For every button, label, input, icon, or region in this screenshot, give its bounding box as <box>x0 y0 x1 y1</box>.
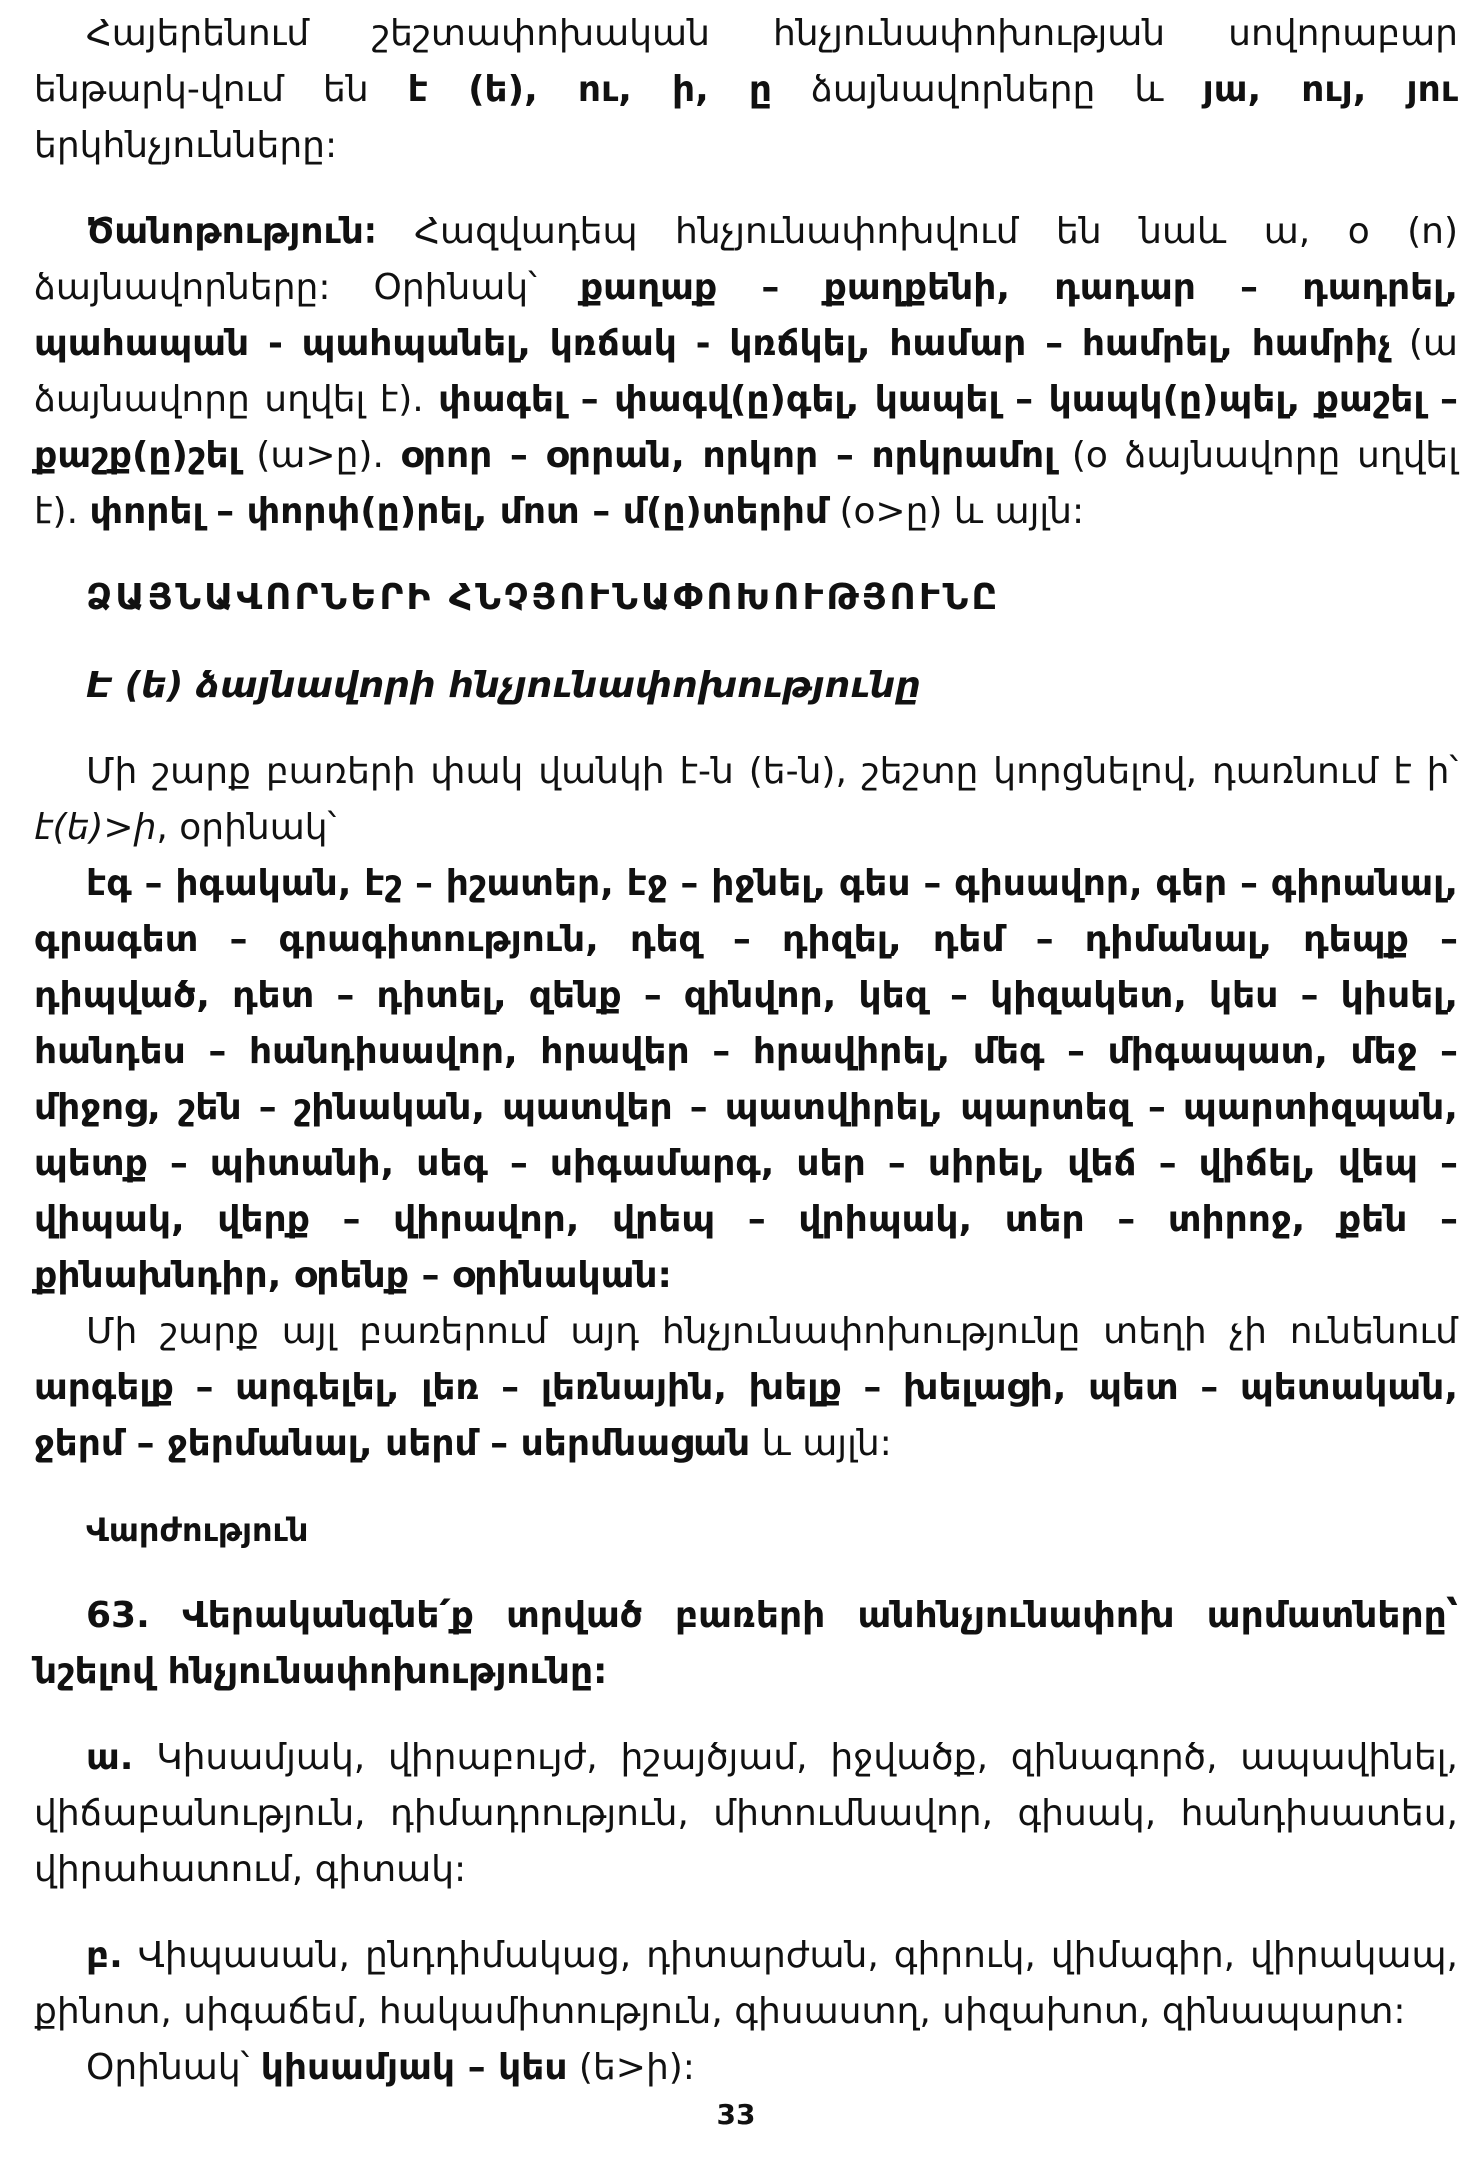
example-line-sample: կիսամյակ – կես <box>260 2047 568 2088</box>
rule-text: Մի շարք բառերի փակ վանկի է-ն (ե-ն), շեշտը կորցնելով, դառնում է ի՝ <box>86 751 1458 792</box>
part-b-label: բ. <box>86 1935 123 1976</box>
subheading-letter: Է (ե) <box>86 665 184 706</box>
exception-text-2: և այլն: <box>750 1423 892 1464</box>
note-paren-3: (օ ձայնավորը սղվել է). <box>34 435 1459 532</box>
note-paragraph <box>34 204 1458 540</box>
note-text-1: Հազվադեպ հնչյունափոխվում են նաև <box>376 211 1264 252</box>
page-content <box>34 6 1458 2096</box>
example-line-text: Օրինակ՝ <box>86 2047 261 2088</box>
intro-text-3: երկհնչյունները: <box>34 125 338 166</box>
note-paren-1: (ա ձայնավորը սղվել է). <box>34 323 1458 420</box>
part-b-text: Վիպասան, ընդդիմակաց, դիտարժան, գիրուկ, վիմագիր, վիրակապ, քինոտ, սիգաճեմ, հակամիտություն, գիսաստղ, սիզախոտ, զինապարտ: <box>34 1935 1458 2032</box>
exercise-text: Վերականգնե՛ք տրված բառերի անհնչյունափոխ արմատները՝ նշելով հնչյունափոխությունը: <box>34 1595 1458 1692</box>
intro-text: Հայերենում շեշտափոխական հնչյունափոխության սովորաբար ենթարկ-վում են <box>34 13 1458 110</box>
example-line-text-2: (ե>ի): <box>567 2047 695 2088</box>
exercise-task <box>34 1588 1458 1700</box>
intro-text-2: ձայնավորները և <box>772 69 1203 110</box>
note-examples-3: օրոր – օրրան, որկոր – որկրամոլ <box>400 435 1056 476</box>
examples-paragraph: էգ – իգական, էշ – իշատեր, էջ – իջնել, գես – գիսավոր, գեր – գիրանալ, գրագետ – գրագիտություն, դեզ – դիզել, դեմ – դիմանալ, դեպք – դիպված, դետ – դիտել, զենք – զինվոր, կեզ – կիզակետ, կես – կիսել, հանդես – հանդիսավոր, հրավեր – հրավիրել, մեգ – միգապատ, մեջ – միջոց, շեն – շինական, պատվեր – պատվիրել, պարտեզ – պարտիզպան, պետք – պիտանի, սեգ – սիգամարգ, սեր – սիրել, վեճ – վիճել, վեպ – վիպակ, վերք – վիրավոր, վրեպ – վրիպակ, տեր – տիրոջ, քեն – քինախնդիր, օրենք – օրինական: <box>34 863 1458 1296</box>
note-text-2: ձայնավորները: Օրինակ՝ <box>34 267 580 308</box>
note-vowels: ա, օ (ո) <box>1263 211 1459 252</box>
part-a-label: ա. <box>86 1737 134 1778</box>
section-heading: ՁԱՅՆԱՎՈՐՆԵՐԻ ՀՆՉՅՈՒՆԱՓՈԽՈՒԹՅՈՒՆԸ <box>86 577 1001 618</box>
exercise-part-b <box>34 1928 1458 2040</box>
example-line <box>34 2040 1458 2096</box>
exception-text: Մի շարք այլ բառերում այդ հնչյունափոխությունը տեղի չի ունենում <box>86 1311 1458 1352</box>
note-examples-4: փորել – փորփ(ը)րել, մոտ – մ(ը)տերիմ <box>89 491 828 532</box>
subsection-heading <box>34 658 1458 714</box>
part-a-text: Կիսամյակ, վիրաբույժ, իշայծյամ, իջվածք, զինագործ, ապավինել, վիճաբանություն, դիմադրություն, միտումնավոր, գիսակ, հանդիսատես, վիրահատում, գիտակ: <box>34 1737 1458 1890</box>
note-paren-2: (ա>ը). <box>239 435 401 476</box>
exception-examples: արգելք – արգելել, լեռ – լեռնային, խելք – խելացի, պետ – պետական, ջերմ – ջերմանալ, սերմ – սերմնացան <box>34 1367 1458 1464</box>
note-examples-2: փագել – փագվ(ը)գել, կապել – կապկ(ը)պել, քաշել – քաշք(ը)շել <box>34 379 1458 476</box>
rule-paragraph <box>34 744 1458 856</box>
exercise-part-a <box>34 1730 1458 1898</box>
note-examples-1: քաղաք – քաղքենի, դադար – դադրել, պահապան - պահպանել, կռճակ - կռճկել, համար – համրել, համրիչ <box>34 267 1458 364</box>
note-title: Ծանոթություն։ <box>86 211 377 252</box>
exception-paragraph <box>34 1304 1458 1472</box>
intro-paragraph <box>34 6 1458 174</box>
exercise-section-label: Վարժություն <box>86 1511 309 1549</box>
subheading-text: ձայնավորի հնչյունափոխությունը <box>183 665 921 706</box>
exercise-number: 63. <box>86 1595 150 1636</box>
intro-diphthongs: յա, ույ, յու <box>1202 69 1459 110</box>
intro-letters: է (ե), ու, ի, ը <box>407 69 773 110</box>
note-paren-4: (օ>ը) և այլն: <box>828 491 1085 532</box>
page-number: 33 <box>716 2098 756 2131</box>
rule-text-2: , օրինակ՝ <box>156 807 337 848</box>
rule-formula: է(ե)>ի <box>34 807 157 848</box>
